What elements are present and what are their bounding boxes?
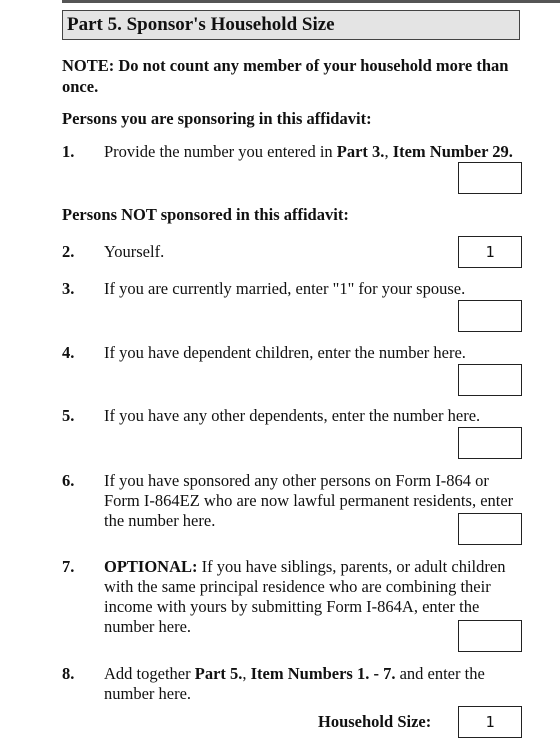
item-5-text: If you have any other dependents, enter the number here. [104,406,481,425]
household-size-label: Household Size: [318,712,432,731]
item-8-number: 8. [62,664,75,683]
item-3-number: 3. [62,279,75,298]
item-3-text: If you are currently married, enter "1" for your spouse. [104,279,466,298]
section-heading-sponsored: Persons you are sponsoring in this affidavit: [62,109,372,128]
item-1-text: Provide the number you entered in Part 3., Item Number 29. [104,142,513,161]
item-4-number: 4. [62,343,75,362]
item-3-field[interactable] [458,300,522,332]
item-2-number: 2. [62,242,75,261]
top-rule [62,0,560,3]
item-7-text: OPTIONAL: If you have siblings, parents, or adult children with the same principal residence who are combining their income with yours by submitting Form I-864A, enter the number here. [104,557,506,636]
item-4-text: If you have dependent children, enter the number here. [104,343,466,362]
item-5-field[interactable] [458,427,522,459]
item-7-field[interactable] [458,620,522,652]
note-text: NOTE: Do not count any member of your household more than once. [62,56,509,96]
item-1-field[interactable] [458,162,522,194]
item-2-field[interactable]: 1 [458,236,522,268]
item-4-field[interactable] [458,364,522,396]
item-7-number: 7. [62,557,75,576]
item-1-number: 1. [62,142,75,161]
item-8-text: Add together Part 5., Item Numbers 1. - 7. and enter the number here. [104,664,485,703]
item-6-number: 6. [62,471,75,490]
part-header: Part 5. Sponsor's Household Size [62,10,520,40]
section-heading-not-sponsored: Persons NOT sponsored in this affidavit: [62,205,349,224]
item-6-field[interactable] [458,513,522,545]
item-2-text: Yourself. [104,242,165,261]
item-6-text: If you have sponsored any other persons on Form I-864 or Form I-864EZ who are now lawful permanent residents, enter the number here. [104,471,514,530]
item-5-number: 5. [62,406,75,425]
household-size-field[interactable]: 1 [458,706,522,738]
